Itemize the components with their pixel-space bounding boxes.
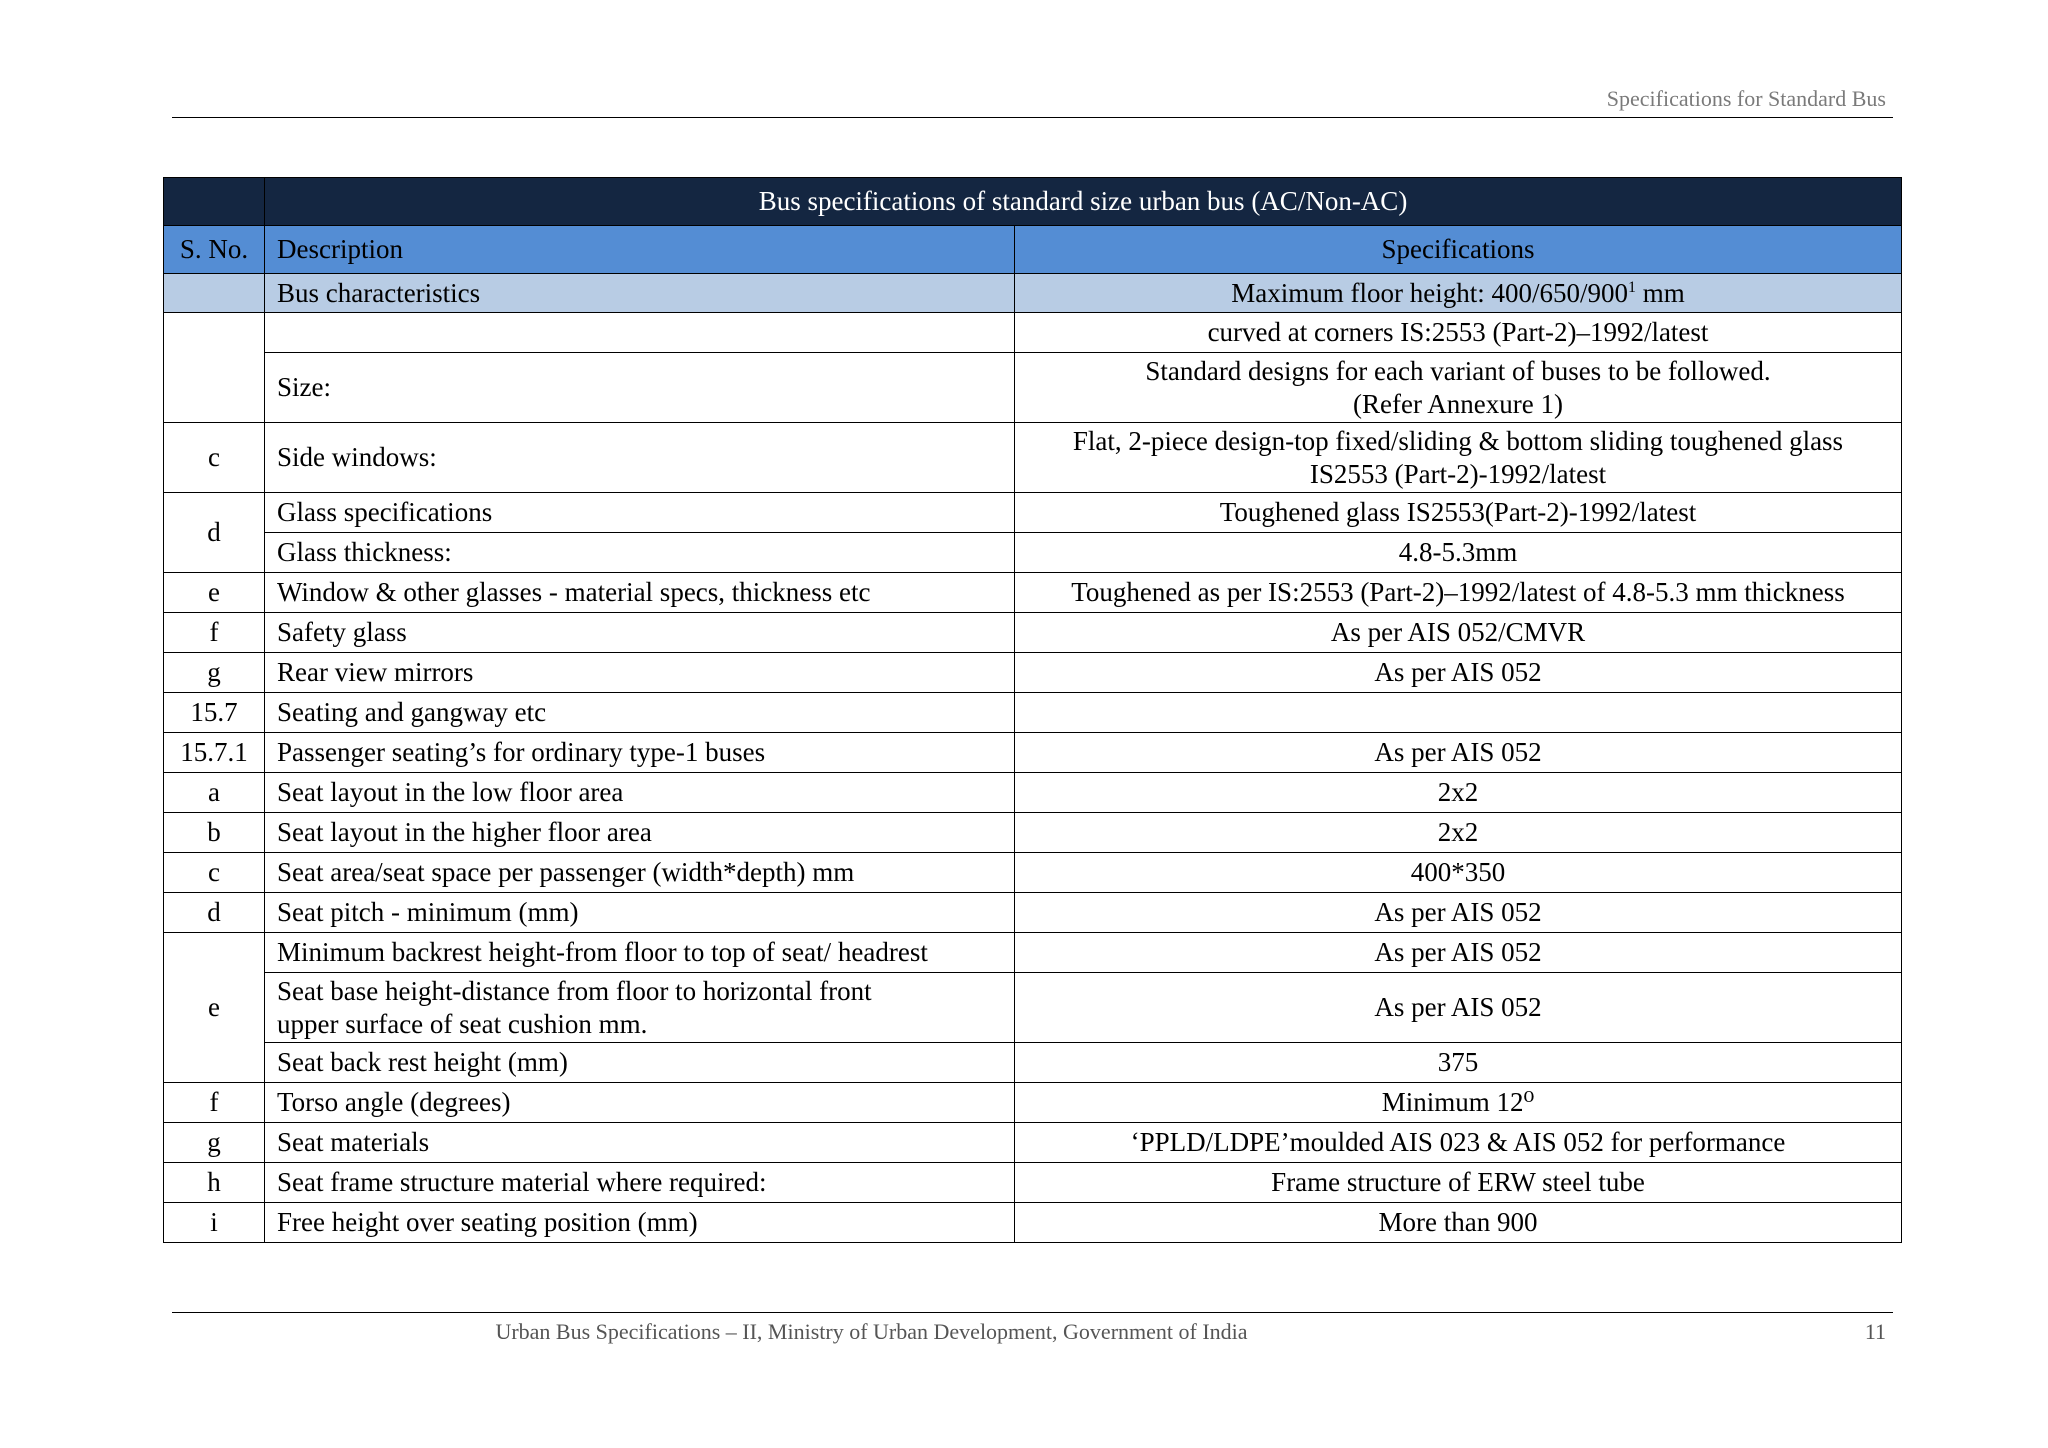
table-row-glass-thickness	[164, 533, 1902, 573]
description-cell: Seat layout in the higher floor area	[265, 813, 1015, 853]
spec-cell: Toughened glass IS2553(Part-2)-1992/latest	[1015, 493, 1902, 533]
footer-rule	[172, 1312, 1893, 1313]
table-row-backrest-height	[164, 933, 1902, 973]
spec-text: Maximum floor height: 400/650/900	[1231, 277, 1628, 308]
banner-empty-cell	[164, 178, 265, 226]
sno-cell: c	[164, 423, 265, 493]
description-cell: Safety glass	[265, 613, 1015, 653]
column-header-specifications: Specifications	[1015, 226, 1902, 274]
sno-cell: d	[164, 493, 265, 573]
sno-cell: 15.7	[164, 693, 265, 733]
sno-cell: g	[164, 1123, 265, 1163]
description-cell: Minimum backrest height-from floor to top of seat/ headrest	[265, 933, 1015, 973]
sno-cell: g	[164, 653, 265, 693]
table-banner-row	[164, 178, 1902, 226]
spec-cell: As per AIS 052	[1015, 653, 1902, 693]
column-header-description: Description	[265, 226, 1015, 274]
spec-cell: curved at corners IS:2553 (Part-2)–1992/latest	[1015, 313, 1902, 353]
spec-cell: 2x2	[1015, 813, 1902, 853]
description-cell: Seat back rest height (mm)	[265, 1043, 1015, 1083]
footnote-marker: 1	[1627, 278, 1636, 296]
spec-cell: Toughened as per IS:2553 (Part-2)–1992/latest of 4.8-5.3 mm thickness	[1015, 573, 1902, 613]
description-cell: Side windows:	[265, 423, 1015, 493]
table-row-seat-layout-low-floor	[164, 773, 1902, 813]
sno-cell: d	[164, 893, 265, 933]
description-cell: Rear view mirrors	[265, 653, 1015, 693]
spec-cell: 375	[1015, 1043, 1902, 1083]
sno-cell: f	[164, 613, 265, 653]
spec-cell: 2x2	[1015, 773, 1902, 813]
sno-cell: e	[164, 933, 265, 1083]
spec-cell: More than 900	[1015, 1203, 1902, 1243]
spec-cell	[1015, 693, 1902, 733]
spec-line-1: Flat, 2-piece design-top fixed/sliding & bottom sliding toughened glass	[1072, 425, 1844, 456]
footer-text: Urban Bus Specifications – II, Ministry of Urban Development, Government of India	[495, 1319, 1248, 1344]
sno-cell: h	[164, 1163, 265, 1203]
spec-line-2: (Refer Annexure 1)	[1353, 388, 1563, 419]
description-cell: Seating and gangway etc	[265, 693, 1015, 733]
table-row-bus-characteristics	[164, 274, 1902, 313]
spec-unit: mm	[1635, 277, 1685, 308]
table-row-size	[164, 353, 1902, 423]
description-cell: Bus characteristics	[265, 274, 1015, 313]
description-cell	[265, 313, 1015, 353]
specifications-table	[163, 177, 1902, 1243]
column-header-sno: S. No.	[164, 226, 265, 274]
running-header-title: Specifications for Standard Bus	[1606, 86, 1886, 111]
table-row-curved-corners	[164, 313, 1902, 353]
table-row-passenger-seating	[164, 733, 1902, 773]
description-cell: Seat materials	[265, 1123, 1015, 1163]
description-cell: Window & other glasses - material specs, thickness etc	[265, 573, 1015, 613]
description-cell: Seat layout in the low floor area	[265, 773, 1015, 813]
description-cell: Size:	[265, 353, 1015, 423]
spec-line-2: IS2553 (Part-2)-1992/latest	[1309, 458, 1607, 489]
sno-cell: 15.7.1	[164, 733, 265, 773]
description-line-1: Seat base height-distance from floor to horizontal front	[277, 975, 872, 1006]
page-number: 11	[1864, 1319, 1886, 1344]
sno-cell: i	[164, 1203, 265, 1243]
sno-cell: e	[164, 573, 265, 613]
description-cell	[265, 973, 1015, 1043]
sno-cell: c	[164, 853, 265, 893]
spec-cell: Minimum 12⁰	[1015, 1083, 1902, 1123]
table-row-side-windows	[164, 423, 1902, 493]
table-row-seat-back-rest-height	[164, 1043, 1902, 1083]
table-row-seat-layout-high-floor	[164, 813, 1902, 853]
description-cell: Torso angle (degrees)	[265, 1083, 1015, 1123]
description-cell: Seat area/seat space per passenger (width*depth) mm	[265, 853, 1015, 893]
table-row-free-height	[164, 1203, 1902, 1243]
sno-cell	[164, 313, 265, 423]
spec-cell	[1015, 353, 1902, 423]
table-row-glass-specifications	[164, 493, 1902, 533]
sno-cell: b	[164, 813, 265, 853]
table-row-seat-frame	[164, 1163, 1902, 1203]
spec-cell	[1015, 274, 1902, 313]
spec-cell: As per AIS 052	[1015, 973, 1902, 1043]
table-row-window-glasses	[164, 573, 1902, 613]
spec-cell: 4.8-5.3mm	[1015, 533, 1902, 573]
description-cell: Glass specifications	[265, 493, 1015, 533]
description-line-2: upper surface of seat cushion mm.	[277, 1008, 648, 1039]
spec-cell	[1015, 423, 1902, 493]
spec-cell: As per AIS 052	[1015, 933, 1902, 973]
table-row-safety-glass	[164, 613, 1902, 653]
table-row-seat-materials	[164, 1123, 1902, 1163]
description-cell: Glass thickness:	[265, 533, 1015, 573]
spec-cell: As per AIS 052	[1015, 733, 1902, 773]
header-rule	[172, 117, 1893, 118]
description-cell: Seat pitch - minimum (mm)	[265, 893, 1015, 933]
table-title: Bus specifications of standard size urban bus (AC/Non-AC)	[265, 178, 1902, 226]
sno-cell: f	[164, 1083, 265, 1123]
table-row-rear-view-mirrors	[164, 653, 1902, 693]
sno-cell	[164, 274, 265, 313]
table-header-row	[164, 226, 1902, 274]
sno-cell: a	[164, 773, 265, 813]
table-row-seat-base-height	[164, 973, 1902, 1043]
table-row-seat-area	[164, 853, 1902, 893]
spec-cell: Frame structure of ERW steel tube	[1015, 1163, 1902, 1203]
spec-cell: As per AIS 052/CMVR	[1015, 613, 1902, 653]
spec-line-1: Standard designs for each variant of buses to be followed.	[1145, 355, 1771, 386]
description-cell: Passenger seating’s for ordinary type-1 buses	[265, 733, 1015, 773]
table-row-seat-pitch	[164, 893, 1902, 933]
table-row-torso-angle	[164, 1083, 1902, 1123]
description-cell: Free height over seating position (mm)	[265, 1203, 1015, 1243]
spec-cell: As per AIS 052	[1015, 893, 1902, 933]
description-cell: Seat frame structure material where required:	[265, 1163, 1015, 1203]
spec-cell: ‘PPLD/LDPE’moulded AIS 023 & AIS 052 for performance	[1015, 1123, 1902, 1163]
spec-cell: 400*350	[1015, 853, 1902, 893]
table-row-seating-gangway	[164, 693, 1902, 733]
